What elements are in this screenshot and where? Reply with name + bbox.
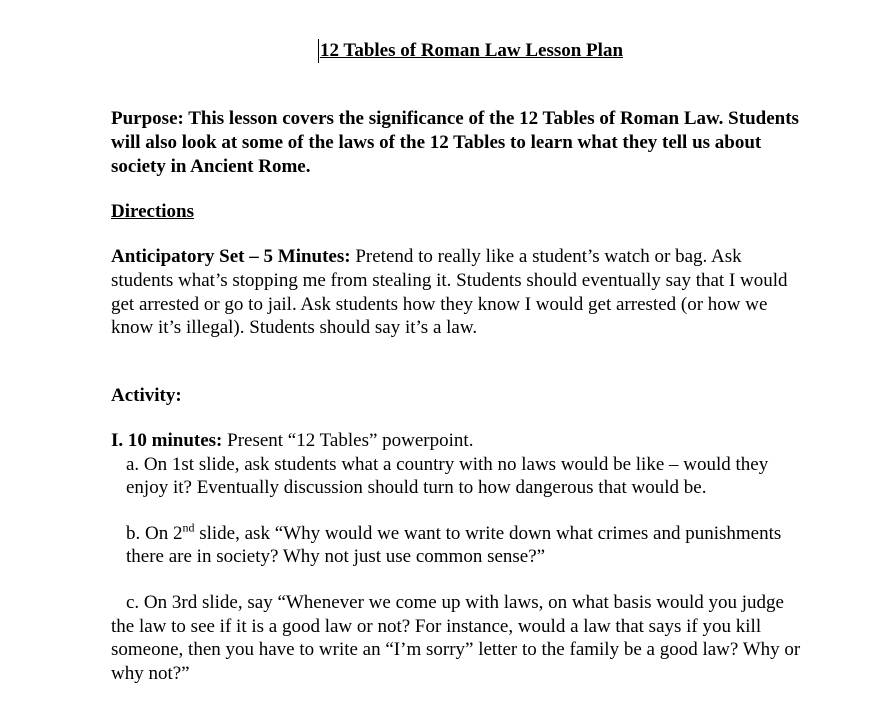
step-b-line-1: [126, 522, 781, 546]
step-b-sup: nd: [182, 520, 195, 535]
step-c-line-3: someone, then you have to write an “I’m sorry” letter to the family be a good law? Why or: [111, 639, 801, 660]
step-b-line-2: there are in society? Why not just use common sense?”: [126, 546, 546, 567]
anticipatory-label: Anticipatory Set – 5 Minutes:: [111, 246, 351, 267]
document-title: 12 Tables of Roman Law Lesson Plan: [320, 40, 624, 61]
anticipatory-line-3: get arrested or go to jail. Ask students how they know I would get arrested (or how we: [111, 294, 768, 315]
step1-label: I. 10 minutes:: [111, 430, 223, 451]
anticipatory-line-1: [111, 245, 742, 269]
step-a-line-1: a. On 1st slide, ask students what a country with no laws would be like – would they: [126, 454, 769, 475]
activity-heading: Activity:: [111, 385, 182, 406]
step1-line: [111, 429, 473, 453]
step-c-line-4: why not?”: [111, 663, 190, 684]
step1-text: Present “12 Tables” powerpoint.: [222, 430, 474, 451]
step-a-line-2: enjoy it? Eventually discussion should turn to how dangerous that would be.: [126, 477, 707, 498]
directions-heading: Directions: [111, 201, 195, 222]
purpose-line-3: society in Ancient Rome.: [111, 156, 311, 177]
anticipatory-text: Pretend to really like a student’s watch or bag. Ask: [350, 246, 742, 267]
step-c-line-1: c. On 3rd slide, say “Whenever we come up with laws, on what basis would you judge: [126, 592, 784, 613]
anticipatory-line-2: students what’s stopping me from stealing it. Students should eventually say that I would: [111, 270, 788, 291]
step-c-line-2: the law to see if it is a good law or not? For instance, would a law that says if you kill: [111, 616, 762, 637]
anticipatory-line-4: know it’s illegal). Students should say it’s a law.: [111, 317, 478, 338]
purpose-line-2: will also look at some of the laws of the 12 Tables to learn what they tell us about: [111, 132, 762, 153]
purpose-line-1: Purpose: This lesson covers the significance of the 12 Tables of Roman Law. Students: [111, 108, 799, 129]
step-b-prefix: b. On 2: [126, 523, 183, 544]
step-b-rest: slide, ask “Why would we want to write down what crimes and punishments: [194, 523, 782, 544]
